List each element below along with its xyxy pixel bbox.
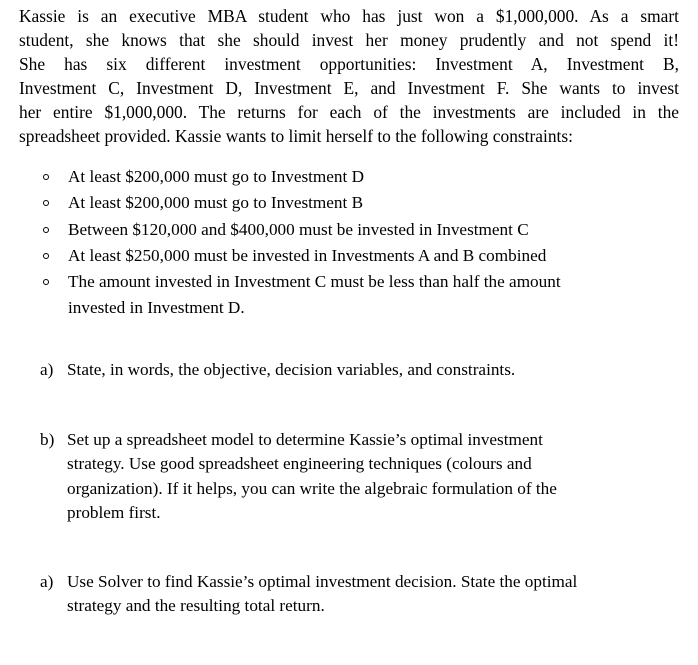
question-line: Set up a spreadsheet model to determine Kassie’s optimal investment (67, 430, 543, 449)
question-b-spreadsheet (40, 428, 640, 525)
intro-line: spreadsheet provided. Kassie wants to limit herself to the following constraints: (19, 126, 573, 147)
question-line: organization). If it helps, you can write the algebraic formulation of the (67, 478, 557, 498)
question-line: strategy. Use good spreadsheet engineering techniques (colours and (67, 454, 532, 474)
constraint-list (40, 164, 660, 322)
hollow-circle-bullet-icon (43, 174, 49, 180)
question-text (40, 428, 640, 525)
constraint-text-continued: invested in Investment D. (68, 298, 245, 318)
constraint-text: Between $120,000 and $400,000 must be invested in Investment C (68, 219, 529, 239)
question-letter: a) (40, 572, 54, 591)
constraint-item (40, 269, 660, 322)
hollow-circle-bullet-icon (43, 253, 49, 259)
constraint-item (40, 243, 660, 269)
question-letter: a) (40, 360, 54, 379)
constraint-item (40, 217, 660, 243)
intro-line: her entire $1,000,000. The returns for each of the investments are included in the (19, 102, 679, 123)
constraint-text: At least $200,000 must go to Investment B (68, 193, 364, 213)
constraint-text: At least $250,000 must be invested in Investments A and B combined (68, 245, 547, 265)
question-a-objective (40, 358, 640, 382)
constraint-item (40, 190, 660, 216)
hollow-circle-bullet-icon (43, 200, 49, 206)
question-line: State, in words, the objective, decision variables, and constraints. (67, 360, 516, 379)
constraint-item (40, 164, 660, 190)
intro-line: She has six different investment opportunities: Investment A, Investment B, (19, 54, 679, 75)
question-text (40, 570, 640, 619)
intro-line: Kassie is an executive MBA student who has just won a $1,000,000. As a smart (19, 6, 679, 26)
intro-paragraph (19, 4, 679, 149)
question-text (40, 358, 640, 382)
hollow-circle-bullet-icon (43, 227, 49, 233)
question-solver (40, 570, 640, 619)
hollow-circle-bullet-icon (43, 279, 49, 285)
question-line: Use Solver to find Kassie’s optimal investment decision. State the optimal (67, 572, 578, 591)
question-line: problem first. (67, 502, 161, 522)
constraint-text: The amount invested in Investment C must be less than half the amount (68, 272, 561, 292)
constraint-text: At least $200,000 must go to Investment D (68, 167, 364, 186)
intro-line: student, she knows that she should invest her money prudently and not spend it! (19, 30, 679, 51)
intro-line: Investment C, Investment D, Investment E, and Investment F. She wants to invest (19, 78, 679, 99)
question-letter: b) (40, 430, 55, 449)
question-line: strategy and the resulting total return. (67, 596, 325, 616)
